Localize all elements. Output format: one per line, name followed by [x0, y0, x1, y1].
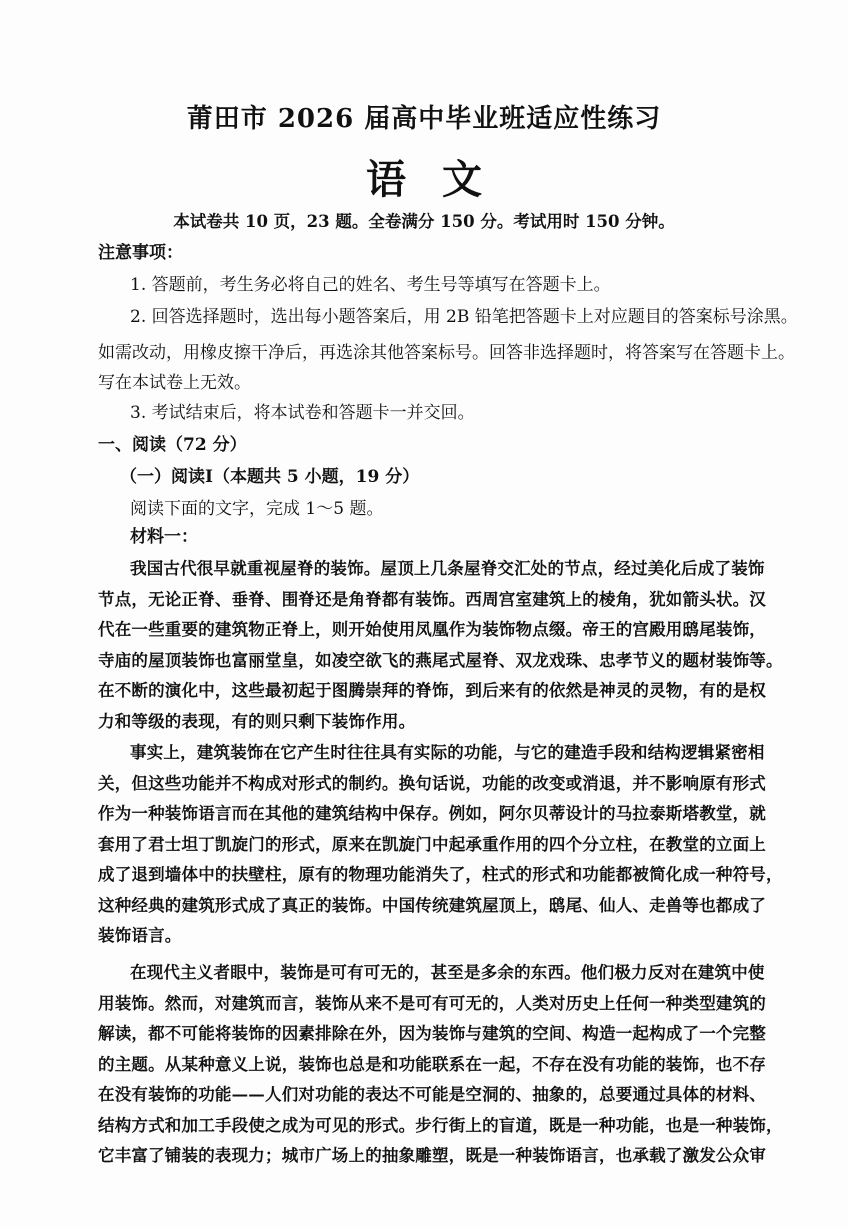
passage-line: 寺庙的屋顶装饰也富丽堂皇，如凌空欲飞的燕尾式屋脊、双龙戏珠、忠孝节义的题材装饰等。: [98, 651, 783, 670]
exam-info: 本试卷共 10 页，23 题。全卷满分 150 分。考试用时 150 分钟。: [173, 212, 675, 231]
passage-line: 成了退到墙体中的扶壁柱，原有的物理功能消失了，柱式的形式和功能都被简化成一种符号，: [98, 865, 783, 884]
notice-item-2-cont: 如需改动，用橡皮擦干净后，再选涂其他答案标号。回答非选择题时，将答案写在答题卡上。: [98, 343, 795, 363]
passage-line: 结构方式和加工手段使之成为可见的形式。步行街上的盲道，既是一种功能，也是一种装饰，: [98, 1116, 783, 1135]
reading-instruction: 阅读下面的文字，完成 1～5 题。: [130, 499, 384, 519]
passage-line: 节点，无论正脊、垂脊、围脊还是角脊都有装饰。西周宫室建筑上的棱角，犹如箭头状。汉: [98, 590, 766, 609]
passage-line: 这种经典的建筑形式成了真正的装饰。中国传统建筑屋顶上，鸱尾、仙人、走兽等也都成了: [98, 896, 766, 915]
passage-line: 它丰富了铺装的表现力；城市广场上的抽象雕塑，既是一种装饰语言，也承载了激发公众审: [98, 1146, 766, 1165]
passage-line: 作为一种装饰语言而在其他的建筑结构中保存。例如，阿尔贝蒂设计的马拉泰斯塔教堂，就: [98, 804, 766, 823]
section-heading: 一、阅读（72 分）: [98, 435, 247, 455]
passage-line: 的主题。从某种意义上说，装饰也总是和功能联系在一起，不存在没有功能的装饰，也不存: [98, 1055, 766, 1074]
exam-title: 莆田市 2026 届高中毕业班适应性练习: [186, 104, 662, 134]
subsection-heading: （一）阅读Ⅰ（本题共 5 小题，19 分）: [120, 467, 420, 487]
passage-line: 力和等级的表现，有的则只剩下装饰作用。: [98, 712, 416, 731]
passage-line: 在不断的演化中，这些最初起于图腾崇拜的脊饰，到后来有的依然是神灵的灵物，有的是权: [98, 681, 766, 700]
notice-item-3: 3. 考试结束后，将本试卷和答题卡一并交回。: [130, 403, 475, 423]
notice-item-2-end: 写在本试卷上无效。: [98, 373, 251, 393]
passage-line: 在现代主义者眼中，装饰是可有可无的，甚至是多余的东西。他们极力反对在建筑中使: [130, 963, 765, 982]
subject-title: 语文: [366, 156, 518, 203]
material-label: 材料一：: [130, 527, 198, 547]
passage-line: 套用了君士坦丁凯旋门的形式，原来在凯旋门中起承重作用的四个分立柱，在教堂的立面上: [98, 835, 766, 854]
notice-heading: 注意事项：: [98, 243, 183, 263]
passage-line: 事实上，建筑装饰在它产生时往往具有实际的功能，与它的建造手段和结构逻辑紧密相: [130, 743, 765, 762]
passage-line: 在没有装饰的功能——人们对功能的表达不可能是空洞的、抽象的，总要通过具体的材料、: [98, 1085, 766, 1104]
passage-line: 关，但这些功能并不构成对形式的制约。换句话说，功能的改变或消退，并不影响原有形式: [98, 774, 766, 793]
passage-line: 代在一些重要的建筑物正脊上，则开始使用凤凰作为装饰物点缀。帝王的宫殿用鸱尾装饰，: [98, 620, 766, 639]
passage-line: 装饰语言。: [98, 926, 182, 945]
notice-item-1: 1. 答题前，考生务必将自己的姓名、考生号等填写在答题卡上。: [130, 275, 611, 295]
passage-line: 用装饰。然而，对建筑而言，装饰从来不是可有可无的，人类对历史上任何一种类型建筑的: [98, 994, 766, 1013]
passage-line: 解读，都不可能将装饰的因素排除在外，因为装饰与建筑的空间、构造一起构成了一个完整: [98, 1024, 766, 1043]
passage-line: 我国古代很早就重视屋脊的装饰。屋顶上几条屋脊交汇处的节点，经过美化后成了装饰: [130, 559, 765, 578]
notice-item-2: 2. 回答选择题时，选出每小题答案后，用 2B 铅笔把答题卡上对应题目的答案标号涂黑。: [130, 307, 798, 327]
